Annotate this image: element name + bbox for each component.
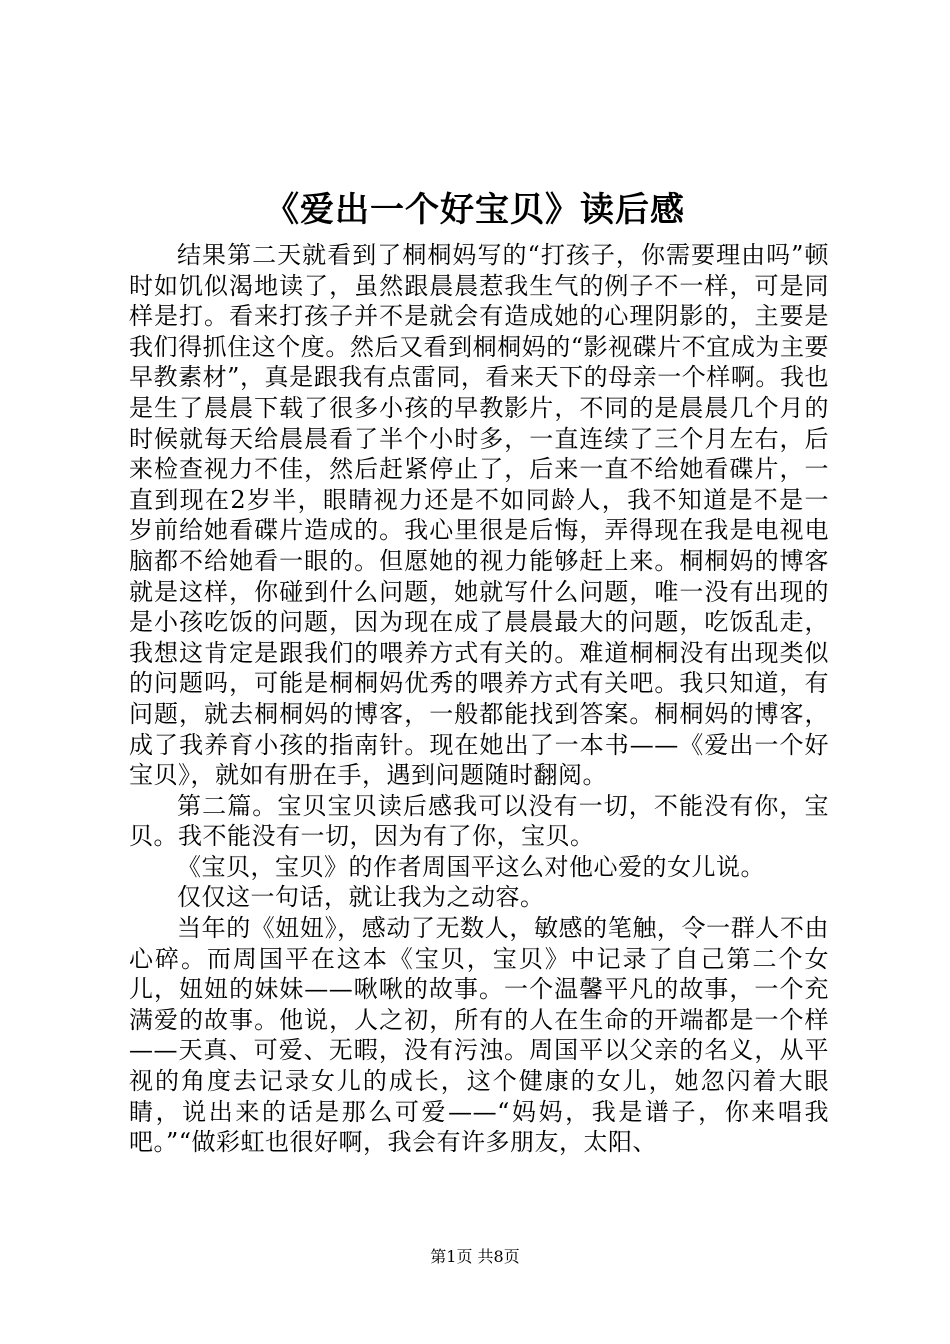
paragraph: 结果第二天就看到了桐桐妈写的“打孩子，你需要理由吗”顿时如饥似渴地读了，虽然跟晨晨惹我生气的例子不一样，可是同样是打。看来打孩子并不是就会有造成她的心理阴影的，主要是我们得抓住这个度。然后又看到桐桐妈的“影视碟片不宜成为主要早教素材”，真是跟我有点雷同，看来天下的母亲一个样啊。我也是生了晨晨下载了很多小孩的早教影片，不同的是晨晨几个月的时候就每天给晨晨看了半个小时多，一直连续了三个月左右，后来检查视力不佳，然后赶紧停止了，后来一直不给她看碟片，一直到现在2岁半，眼睛视力还是不如同龄人，我不知道是不是一岁前给她看碟片造成的。我心里很是后悔，弄得现在我是电视电脑都不给她看一眼的。但愿她的视力能够赶上来。桐桐妈的博客就是这样，你碰到什么问题，她就写什么问题，唯一没有出现的是小孩吃饭的问题，因为现在成了晨晨最大的问题，吃饭乱走，我想这肯定是跟我们的喂养方式有关的。难道桐桐没有出现类似的问题吗，可能是桐桐妈优秀的喂养方式有关吧。我只知道，有问题，就去桐桐妈的博客，一般都能找到答案。桐桐妈的博客，成了我养育小孩的指南针。现在她出了一本书——《爱出一个好宝贝》，就如有册在手，遇到问题随时翻阅。: [129, 241, 829, 790]
document-title: 《爱出一个好宝贝》读后感: [265, 190, 685, 230]
paragraph: 当年的《妞妞》，感动了无数人，敏感的笔触，令一群人不由心碎。而周国平在这本《宝贝，宝贝》中记录了自己第二个女儿，妞妞的妹妹——啾啾的故事。一个温馨平凡的故事，一个充满爱的故事。他说，人之初，所有的人在生命的开端都是一个样——天真、可爱、无暇，没有污浊。周国平以父亲的名义，从平视的角度去记录女儿的成长，这个健康的女儿，她忽闪着大眼睛，说出来的话是那么可爱——“妈妈，我是谱子，你来唱我吧。”“做彩虹也很好啊，我会有许多朋友，太阳、: [129, 914, 829, 1157]
paragraph: 仅仅这一句话，就让我为之动容。: [177, 883, 545, 912]
page-footer: 第1页 共8页: [430, 1247, 520, 1266]
document-body: [129, 240, 829, 1158]
paragraph: 《宝贝，宝贝》的作者周国平这么对他心爱的女儿说。: [177, 852, 765, 881]
paragraph: 第二篇。宝贝宝贝读后感我可以没有一切，不能没有你，宝贝。我不能没有一切，因为有了你，宝贝。: [129, 791, 829, 851]
